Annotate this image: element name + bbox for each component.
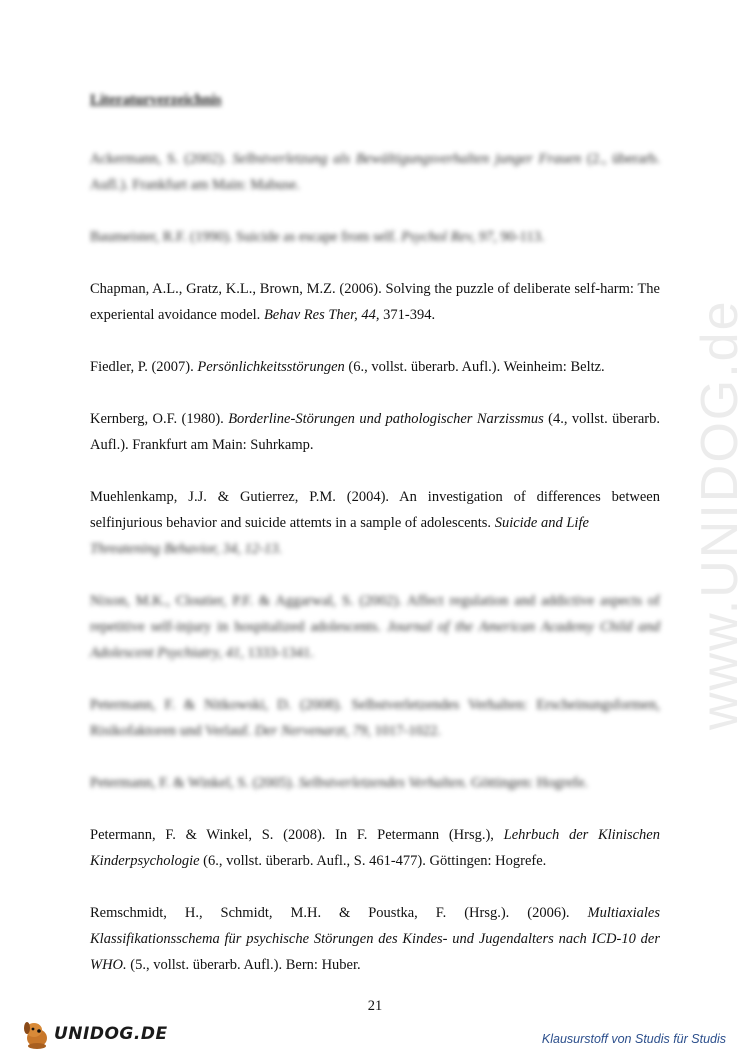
reference-title: Lehrbuch der Klinischen Kinderpsychologie xyxy=(90,827,660,869)
reference-title: Suicide and Life xyxy=(494,515,589,531)
reference-title: Borderline-Störungen und pathologischer Narzissmus xyxy=(228,411,544,427)
reference-entry xyxy=(90,276,660,328)
reference-entry xyxy=(90,224,660,250)
unidog-logo[interactable] xyxy=(20,1018,168,1050)
reference-title: Persönlichkeitsstörungen xyxy=(197,359,345,375)
reference-text: Baumeister, R.F. (1990). Suicide as escape from self. xyxy=(90,229,402,245)
dog-icon xyxy=(20,1018,54,1050)
reference-details: 1017-1022. xyxy=(370,723,441,739)
reference-title: Selbstverletzendes Verhalten. xyxy=(298,775,468,791)
reference-entry xyxy=(90,354,660,380)
reference-entry xyxy=(90,484,660,562)
reference-entry xyxy=(90,692,660,744)
reference-title: Journal of the American Academy Child and Adolescent Psychiatry, 41, xyxy=(90,619,660,661)
reference-details: (4., vollst. überarb. Aufl.). Frankfurt am Main: Suhrkamp. xyxy=(90,411,660,453)
reference-details: (2., überarb. Aufl.). Frankfurt am Main: Mabuse. xyxy=(90,151,661,193)
reference-text: Petermann, F. & Winkel, S. (2005). xyxy=(90,775,299,791)
reference-text: Chapman, A.L., Gratz, K.L., Brown, M.Z. (2006). Solving the puzzle of deliberate self-harm: The experiental avoidance model. xyxy=(90,281,660,323)
reference-text: Muehlenkamp, J.J. & Gutierrez, P.M. (2004). An investigation of differences between selfinjurious behavior and suicide attemts in a sample of adolescents. xyxy=(90,489,660,531)
reference-entry xyxy=(90,900,660,978)
reference-text: Ackermann, S. (2002). xyxy=(90,151,233,167)
reference-entry xyxy=(90,588,660,666)
reference-text: Remschmidt, H., Schmidt, M.H. & Poustka, F. (Hrsg.). (2006). xyxy=(90,905,588,921)
reference-details: (6., vollst. überarb. Aufl.). Weinheim: Beltz. xyxy=(344,359,605,375)
watermark: www.UNIDOG.de xyxy=(691,299,749,730)
reference-text: Fiedler, P. (2007). xyxy=(90,359,198,375)
reference-text: Petermann, F. & Nitkowski, D. (2008). Selbstverletzendes Verhalten: Erscheinungsformen, Risikofaktoren und Verlauf. xyxy=(90,697,660,739)
reference-title: Behav Res Ther, 44, xyxy=(263,307,380,323)
logo-text: UNIDOG.DE xyxy=(54,1024,168,1044)
reference-details: 1333-1341. xyxy=(243,645,314,661)
reference-entry xyxy=(90,146,660,198)
page-number: 21 xyxy=(367,998,383,1014)
reference-text: Petermann, F. & Winkel, S. (2008). In F. Petermann (Hrsg.), xyxy=(90,827,504,843)
reference-details: (6., vollst. überarb. Aufl., S. 461-477). Göttingen: Hogrefe. xyxy=(199,853,547,869)
reference-entry xyxy=(90,770,660,796)
reference-list xyxy=(90,146,660,1004)
reference-title: Multiaxiales Klassifikationsschema für psychische Störungen des Kindes- und Jugendalters nach ICD-10 der WHO. xyxy=(90,905,660,973)
reference-details: 90-113. xyxy=(496,229,545,245)
reference-details: Göttingen: Hogrefe. xyxy=(467,775,588,791)
reference-entry xyxy=(90,822,660,874)
reference-details: (5., vollst. überarb. Aufl.). Bern: Huber. xyxy=(126,957,361,973)
reference-text: Nixon, M.K., Cloutier, P.F. & Aggarwal, S. (2002). Affect regulation and addictive aspects of repetitive self-injury in hospitalized adolescents. xyxy=(90,593,660,635)
page-title: Literaturverzeichnis xyxy=(90,92,222,108)
reference-title: Psychol Rev, 97, xyxy=(401,229,497,245)
reference-title: Der Nervenarzt, 79, xyxy=(254,723,371,739)
reference-text: Kernberg, O.F. (1980). xyxy=(90,411,229,427)
reference-tail: Threatening Behavior, 34, 12-13. xyxy=(90,541,282,557)
reference-details: 371-394. xyxy=(379,307,436,323)
reference-title: Selbstverletzung als Bewältigungsverhalten junger Frauen xyxy=(232,151,582,167)
footer-tagline: Klausurstoff von Studis für Studis xyxy=(541,1032,726,1046)
reference-entry xyxy=(90,406,660,458)
